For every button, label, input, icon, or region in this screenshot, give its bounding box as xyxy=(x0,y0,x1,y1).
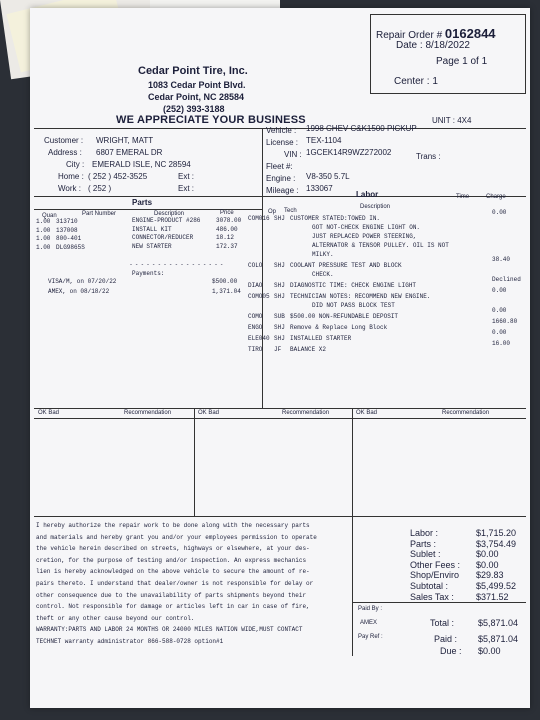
labor-description: INSTALLED STARTER xyxy=(290,335,352,342)
paid-by-label: Paid By : xyxy=(358,606,383,612)
labor-description: CHECK. xyxy=(312,271,334,278)
parts-part-number: DLG9865S xyxy=(56,243,85,251)
parts-price: 486.00 xyxy=(216,225,238,233)
page-count: Page 1 of 1 xyxy=(436,56,488,67)
repair-order-number: Repair Order # 0162844 xyxy=(376,26,496,41)
labor-charge: 0.00 xyxy=(492,307,507,314)
vehicle: 1998 CHEV C&K1500 PICKUP xyxy=(306,124,417,133)
parts-quan: 1.00 xyxy=(36,226,51,234)
ok-bad-3: OK Bad xyxy=(356,410,378,416)
labor-tech: SHJ xyxy=(274,335,285,342)
labor-op: TIRO xyxy=(248,346,263,353)
license-label: License : xyxy=(266,138,299,147)
total-value: $29.83 xyxy=(476,570,504,581)
parts-desc-header: Description xyxy=(154,211,185,217)
labor-description: JUST REPLACED POWER STEERING, xyxy=(312,233,417,240)
customer-city: EMERALD ISLE, NC 28594 xyxy=(92,160,191,169)
parts-description: NEW STARTER xyxy=(132,242,172,250)
payment-amount: 1,371.04 xyxy=(212,288,241,295)
total-label: Sales Tax : xyxy=(410,591,454,602)
labor-tech: SHJ xyxy=(274,293,285,300)
authorization-line: theft or any other cause beyond our control. xyxy=(36,614,195,622)
authorization-line: cretion, for the purpose of testing and/or inspection. An express mechanics xyxy=(36,556,307,564)
authorization-line: and materials and hereby grant you and/or your employees permission to operate xyxy=(36,533,317,541)
mileage-label: Mileage : xyxy=(266,186,299,195)
total-value: $0.00 xyxy=(476,559,499,570)
shop-phone: (252) 393-3188 xyxy=(163,104,225,114)
labor-op: COMO05 xyxy=(248,293,270,300)
payment-amount: $500.00 xyxy=(212,278,238,285)
parts-quan: 1.00 xyxy=(36,235,51,242)
shop-city: Cedar Point, NC 28584 xyxy=(148,92,245,102)
labor-desc-header: Description xyxy=(360,204,391,210)
labor-tech: JF xyxy=(274,346,282,353)
ok-bad-1: OK Bad xyxy=(38,410,60,416)
paid-label: Paid : xyxy=(434,634,458,644)
parts-price-header: Price xyxy=(220,210,234,216)
ext-label: Ext : xyxy=(178,172,195,181)
vin-label: VIN : xyxy=(284,150,302,159)
pay-ref-label: Pay Ref : xyxy=(358,634,383,640)
recommendation-1: Recommendation xyxy=(124,410,172,416)
labor-description: $500.00 NON-REFUNDABLE DEPOSIT xyxy=(290,313,399,320)
parts-quan: 1.00 xyxy=(36,243,51,251)
labor-tech: SHJ xyxy=(274,262,285,269)
home-label: Home : xyxy=(58,172,84,181)
shop-address: 1083 Cedar Point Blvd. xyxy=(148,80,246,90)
labor-tech: SHJ xyxy=(274,215,285,222)
vehicle-label: Vehicle : xyxy=(266,126,297,135)
labor-op: ELE040 xyxy=(248,335,270,342)
total-label: Labor : xyxy=(410,528,439,538)
vin: 1GCEK14R9WZ272002 xyxy=(306,148,392,157)
total-value: $0.00 xyxy=(476,549,499,560)
labor-tech: SHJ xyxy=(274,282,285,289)
labor-charge: 0.00 xyxy=(492,287,507,294)
parts-quan: 1.00 xyxy=(36,218,51,225)
labor-op: COLO xyxy=(248,262,263,269)
parts-number-header: Part Number xyxy=(82,211,117,217)
total-label: Subtotal : xyxy=(410,581,449,591)
parts-price: 3078.00 xyxy=(216,217,242,224)
total-value: $5,499.52 xyxy=(476,581,517,591)
mileage: 133067 xyxy=(306,184,333,193)
license: TEX-1104 xyxy=(306,136,342,145)
labor-description: TECHNICIAN NOTES: RECOMMEND NEW ENGINE. xyxy=(290,293,431,300)
labor-tech: SUB xyxy=(274,313,285,320)
ext-label-2: Ext : xyxy=(178,184,195,193)
labor-description: BALANCE X2 xyxy=(290,346,327,353)
labor-description: CUSTOMER STATED:TOWED IN. xyxy=(290,215,381,222)
trans-label: Trans : xyxy=(416,152,441,161)
labor-title: Labor xyxy=(356,190,379,199)
labor-charge-header: Charge xyxy=(486,194,506,200)
labor-charge: 38.40 xyxy=(492,256,511,263)
authorization-line: WARRANTY:PARTS AND LABOR 24 MONTHS OR 24000 MILES NATION WIDE,MUST CONTACT xyxy=(36,626,303,634)
labor-charge: 16.00 xyxy=(492,340,511,347)
total-label: Sublet : xyxy=(410,549,441,560)
parts-divider: - - - - - - - - - - - - - - - - - xyxy=(130,262,224,268)
customer-name: WRIGHT, MATT xyxy=(96,136,154,145)
labor-charge: 0.00 xyxy=(492,329,507,336)
total-label: Parts : xyxy=(410,538,437,549)
repair-order-date: Date : 8/18/2022 xyxy=(396,40,470,51)
customer-home-phone: ( 252 ) 452-3525 xyxy=(88,172,148,181)
parts-description: INSTALL KIT xyxy=(132,225,172,233)
shop-name: Cedar Point Tire, Inc. xyxy=(138,65,248,77)
total-value: $5,871.04 xyxy=(478,618,519,628)
authorization-line: TECHNET warranty administrator 866-588-0728 option#1 xyxy=(36,638,224,645)
total-label: Total : xyxy=(430,618,455,628)
parts-quan-header: Quan xyxy=(42,213,57,219)
engine: V8-350 5.7L xyxy=(306,172,350,181)
due-label: Due : xyxy=(440,646,462,656)
fleet-label: Fleet #: xyxy=(266,162,293,171)
labor-tech-header: Tech xyxy=(284,208,297,214)
invoice-sheet xyxy=(30,8,530,708)
authorization-line: other consequence due to the unavailability of parts shipments beyond their xyxy=(36,591,307,599)
parts-part-number: 137008 xyxy=(56,226,78,234)
engine-label: Engine : xyxy=(266,174,296,183)
authorization-line: I hereby authorize the repair work to be done along with the necessary parts xyxy=(36,522,310,529)
work-label: Work : xyxy=(58,184,81,193)
parts-part-number: 800-401 xyxy=(56,235,82,242)
labor-charge: Declined xyxy=(492,276,521,283)
recommendation-2: Recommendation xyxy=(282,410,330,416)
shop-slogan: WE APPRECIATE YOUR BUSINESS xyxy=(116,114,306,126)
labor-description: ALTERNATOR & TENSOR PULLEY. OIL IS NOT xyxy=(312,242,449,249)
address-label: Address : xyxy=(48,148,82,157)
labor-description: DIAGNOSTIC TIME: CHECK ENGINE LIGHT xyxy=(290,282,417,289)
labor-description: MILKY. xyxy=(312,251,334,258)
labor-charge: 0.00 xyxy=(492,209,507,216)
labor-time-header: Time xyxy=(456,194,470,200)
labor-charge: 1660.80 xyxy=(492,318,518,325)
parts-title: Parts xyxy=(132,198,153,207)
total-value: $3,754.49 xyxy=(476,538,517,549)
customer-address: 6807 EMERAL DR xyxy=(96,148,163,157)
paid-by: AMEX xyxy=(360,620,378,626)
parts-part-number: 313710 xyxy=(56,218,78,225)
labor-op: ENGO xyxy=(248,324,263,331)
customer-label: Customer : xyxy=(44,136,84,145)
labor-description: COOLANT PRESSURE TEST AND BLOCK xyxy=(290,262,402,269)
parts-description: CONNECTOR/REDUCER xyxy=(132,234,194,241)
labor-description: DID NOT PASS BLOCK TEST xyxy=(312,302,395,309)
labor-op-header: Op xyxy=(268,209,277,215)
city-label: City : xyxy=(66,160,85,169)
total-label: Shop/Enviro xyxy=(410,570,460,581)
labor-description: GOT NOT-CHECK ENGINE LIGHT ON. xyxy=(312,224,421,231)
authorization-line: pairs thereto. I understand that dealer/owner is not responsible for delay or xyxy=(36,580,314,587)
labor-op: COM016 xyxy=(248,215,270,222)
due-value: $0.00 xyxy=(478,646,501,656)
parts-description: ENGINE-PRODUCT #286 xyxy=(132,217,201,224)
total-label: Other Fees : xyxy=(410,559,461,570)
authorization-line: lien is hereby acknowledged on the above vehicle to secure the amount of re- xyxy=(36,568,310,576)
labor-op: COMO xyxy=(248,313,263,320)
center: Center : 1 xyxy=(394,76,438,87)
recommendation-3: Recommendation xyxy=(442,410,490,416)
customer-work-phone: ( 252 ) xyxy=(88,184,112,193)
unit: UNIT : 4X4 xyxy=(432,116,472,125)
labor-op: DIAO xyxy=(248,282,263,289)
ok-bad-2: OK Bad xyxy=(198,410,220,416)
authorization-line: the vehicle herein described on streets, highways or elsewhere, at your des- xyxy=(36,545,310,553)
parts-price: 172.37 xyxy=(216,242,238,250)
total-value: $371.52 xyxy=(476,591,509,602)
parts-price: 18.12 xyxy=(216,234,235,241)
payments-label: Payments: xyxy=(132,270,165,277)
total-value: $1,715.20 xyxy=(476,528,517,538)
labor-tech: SHJ xyxy=(274,324,285,331)
paid-value: $5,871.04 xyxy=(478,634,519,644)
payment-description: AMEX, on 08/18/22 xyxy=(48,288,110,295)
payment-description: VISA/M, on 07/20/22 xyxy=(48,278,117,285)
labor-description: Remove & Replace Long Block xyxy=(290,324,388,331)
authorization-line: control. Not responsible for damage or articles left in car in case of fire, xyxy=(36,603,310,611)
